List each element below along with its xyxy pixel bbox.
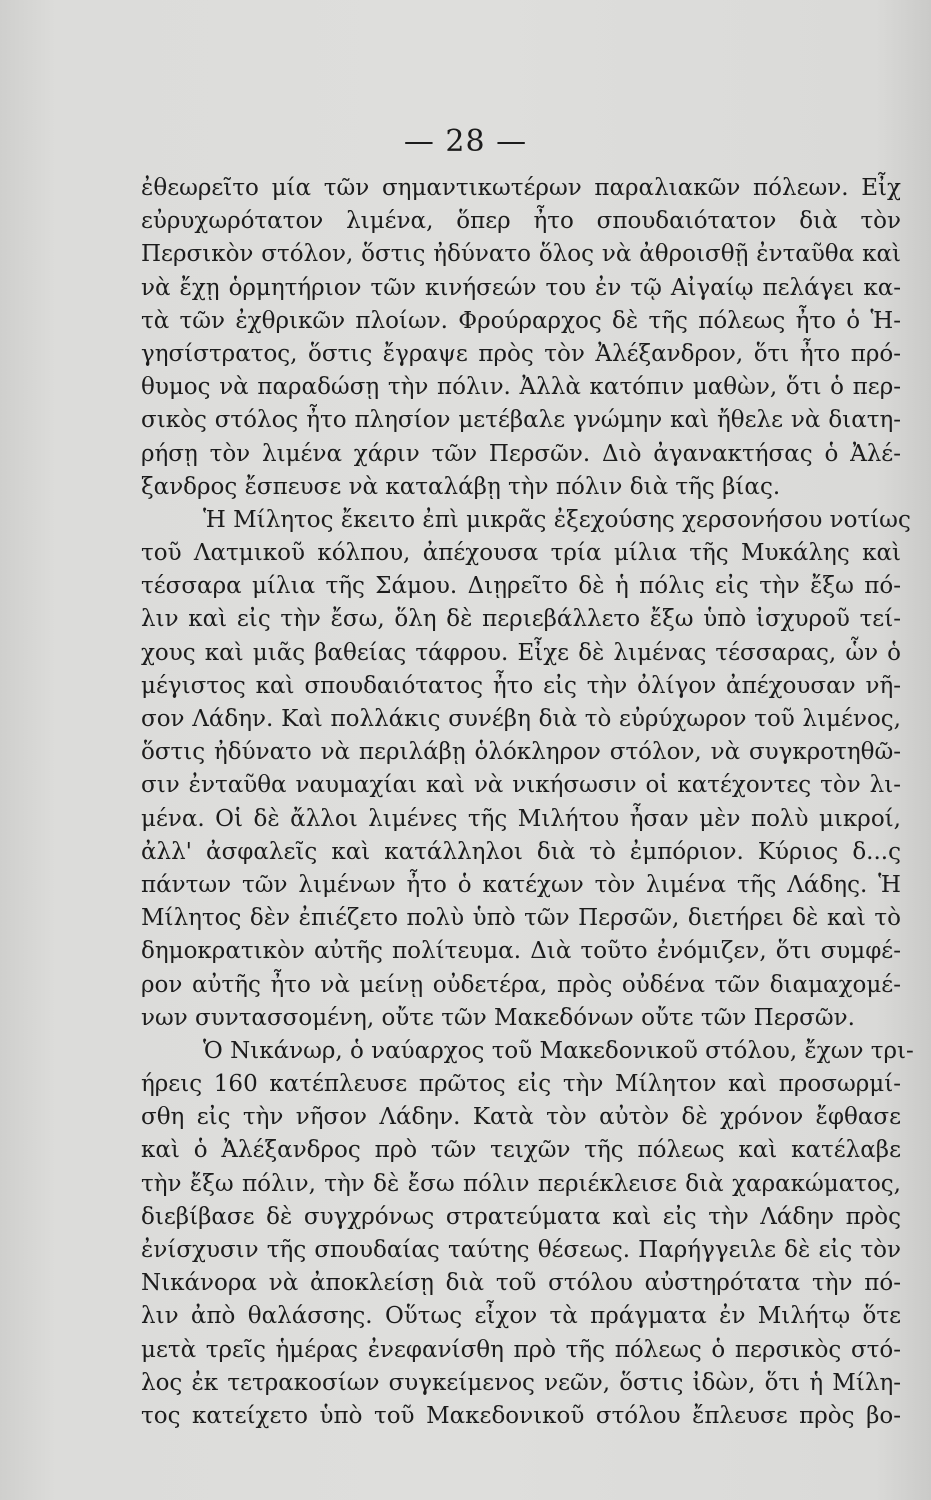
text-line: σθη εἰς τὴν νῆσον Λάδην. Κατὰ τὸν αὐτὸν δὲ χρόνον ἔφθασε [141, 1104, 901, 1131]
text-line: μέγιστος καὶ σπουδαιότατος ἦτο εἰς τὴν ὀλίγον ἀπέχουσαν νῆ- [141, 672, 901, 699]
text-line: ἐνίσχυσιν τῆς σπουδαίας ταύτης θέσεως. Παρήγγειλε δὲ εἰς τὸν [141, 1237, 901, 1263]
paragraph-3 [141, 1035, 914, 1433]
text-line: τὰ τῶν ἐχθρικῶν πλοίων. Φρούραρχος δὲ τῆς πόλεως ἦτο ὁ Ἡ- [141, 307, 901, 334]
text-line: δημοκρατικὸν αὐτῆς πολίτευμα. Διὰ τοῦτο ἐνόμιζεν, ὅτι συμφέ- [141, 938, 901, 965]
text-line: Μίλητος δὲν ἐπιέζετο πολὺ ὑπὸ τῶν Περσῶν, διετήρει δὲ καὶ τὸ [141, 905, 901, 932]
text-line: λιν καὶ εἰς τὴν ἔσω, ὅλη δὲ περιεβάλλετο ἔξω ὑπὸ ἰσχυροῦ τεί- [141, 606, 901, 633]
text-line: Νικάνορα νὰ ἀποκλείσῃ διὰ τοῦ στόλου αὐστηρότατα τὴν πό- [141, 1270, 901, 1297]
text-line: τοῦ Λατμικοῦ κόλπου, ἀπέχουσα τρία μίλια τῆς Μυκάλης καὶ [141, 540, 901, 567]
text-line: Περσικὸν στόλον, ὅστις ἠδύνατο ὅλος νὰ ἀθροισθῇ ἐνταῦθα καὶ [141, 241, 901, 268]
text-line: Ἡ Μίλητος ἔκειτο ἐπὶ μικρᾶς ἐξεχούσης χερσονήσου νοτίως [203, 506, 911, 533]
text-line: ἐθεωρεῖτο μία τῶν σημαντικωτέρων παραλιακῶν πόλεων. Εἶχ [141, 175, 901, 201]
text-line: νων συντασσομένη, οὔτε τῶν Μακεδόνων οὔτε τῶν Περσῶν. [141, 1004, 855, 1031]
text-line: θυμος νὰ παραδώσῃ τὴν πόλιν. Ἀλλὰ κατόπιν μαθὼν, ὅτι ὁ περ- [141, 374, 901, 401]
text-line: λιν ἀπὸ θαλάσσης. Οὕτως εἶχον τὰ πράγματα ἐν Μιλήτῳ ὅτε [141, 1303, 901, 1330]
text-line: σον Λάδην. Καὶ πολλάκις συνέβη διὰ τὸ εὐρύχωρον τοῦ λιμένος, [141, 706, 901, 732]
text-line: λος ἐκ τετρακοσίων συγκείμενος νεῶν, ὅστις ἰδὼν, ὅτι ἡ Μίλη- [141, 1369, 901, 1396]
text-line: καὶ ὁ Ἀλέξανδρος πρὸ τῶν τειχῶν τῆς πόλεως καὶ κατέλαβε [141, 1137, 901, 1164]
text-line: μένα. Οἱ δὲ ἄλλοι λιμένες τῆς Μιλήτου ἦσαν μὲν πολὺ μικροί, [141, 805, 901, 832]
text-line: σιν ἐνταῦθα ναυμαχίαι καὶ νὰ νικήσωσιν οἱ κατέχοντες τὸν λι- [141, 772, 901, 799]
paragraph-2 [141, 504, 911, 1035]
text-line: τος κατείχετο ὑπὸ τοῦ Μακεδονικοῦ στόλου ἔπλευσε πρὸς βο- [141, 1402, 901, 1429]
body-text [141, 172, 914, 1433]
text-line: χους καὶ μιᾶς βαθείας τάφρου. Εἶχε δὲ λιμένας τέσσαρας, ὧν ὁ [141, 639, 901, 666]
text-line: ήρεις 160 κατέπλευσε πρῶτος εἰς τὴν Μίλητον καὶ προσωρμί- [141, 1071, 901, 1098]
text-line: τέσσαρα μίλια τῆς Σάμου. Διῃρεῖτο δὲ ἡ πόλις εἰς τὴν ἔξω πό- [141, 573, 901, 600]
text-line: πάντων τῶν λιμένων ἦτο ὁ κατέχων τὸν λιμένα τῆς Λάδης. Ἡ [141, 871, 901, 898]
text-line: Ὁ Νικάνωρ, ὁ ναύαρχος τοῦ Μακεδονικοῦ στόλου, ἔχων τρι- [203, 1037, 914, 1064]
text-line: μετὰ τρεῖς ἡμέρας ἐνεφανίσθη πρὸ τῆς πόλεως ὁ περσικὸς στό- [141, 1336, 901, 1363]
text-line: εὐρυχωρότατον λιμένα, ὅπερ ἦτο σπουδαιότατον διὰ τὸν [141, 208, 901, 235]
text-line: διεβίβασε δὲ συγχρόνως στρατεύματα καὶ εἰς τὴν Λάδην πρὸς [141, 1203, 901, 1230]
text-line: ρον αὐτῆς ἦτο νὰ μείνῃ οὐδετέρα, πρὸς οὐδένα τῶν διαμαχομέ- [141, 971, 901, 998]
text-line: ἀλλ' ἀσφαλεῖς καὶ κατάλληλοι διὰ τὸ ἐμπόριον. Κύριος δ...ς [141, 838, 901, 865]
paragraph-1 [141, 172, 901, 504]
text-line: νὰ ἔχῃ ὁρμητήριον τῶν κινήσεών του ἐν τῷ Αἰγαίῳ πελάγει κα- [141, 274, 901, 301]
text-line: ρήσῃ τὸν λιμένα χάριν τῶν Περσῶν. Διὸ ἀγανακτήσας ὁ Ἀλέ- [141, 440, 901, 467]
page-number: — 28 — [403, 124, 528, 159]
text-line: ξανδρος ἔσπευσε νὰ καταλάβῃ τὴν πόλιν διὰ τῆς βίας. [141, 473, 781, 500]
text-line: σικὸς στόλος ἦτο πλησίον μετέβαλε γνώμην καὶ ἤθελε νὰ διατη- [141, 407, 901, 434]
text-line: τὴν ἔξω πόλιν, τὴν δὲ ἔσω πόλιν περιέκλεισε διὰ χαρακώματος, [141, 1170, 901, 1197]
text-line: ὅστις ἠδύνατο νὰ περιλάβῃ ὁλόκληρον στόλον, νὰ συγκροτηθῶ- [141, 739, 901, 766]
text-line: γησίστρατος, ὅστις ἔγραψε πρὸς τὸν Ἀλέξανδρον, ὅτι ἦτο πρό- [141, 340, 901, 367]
